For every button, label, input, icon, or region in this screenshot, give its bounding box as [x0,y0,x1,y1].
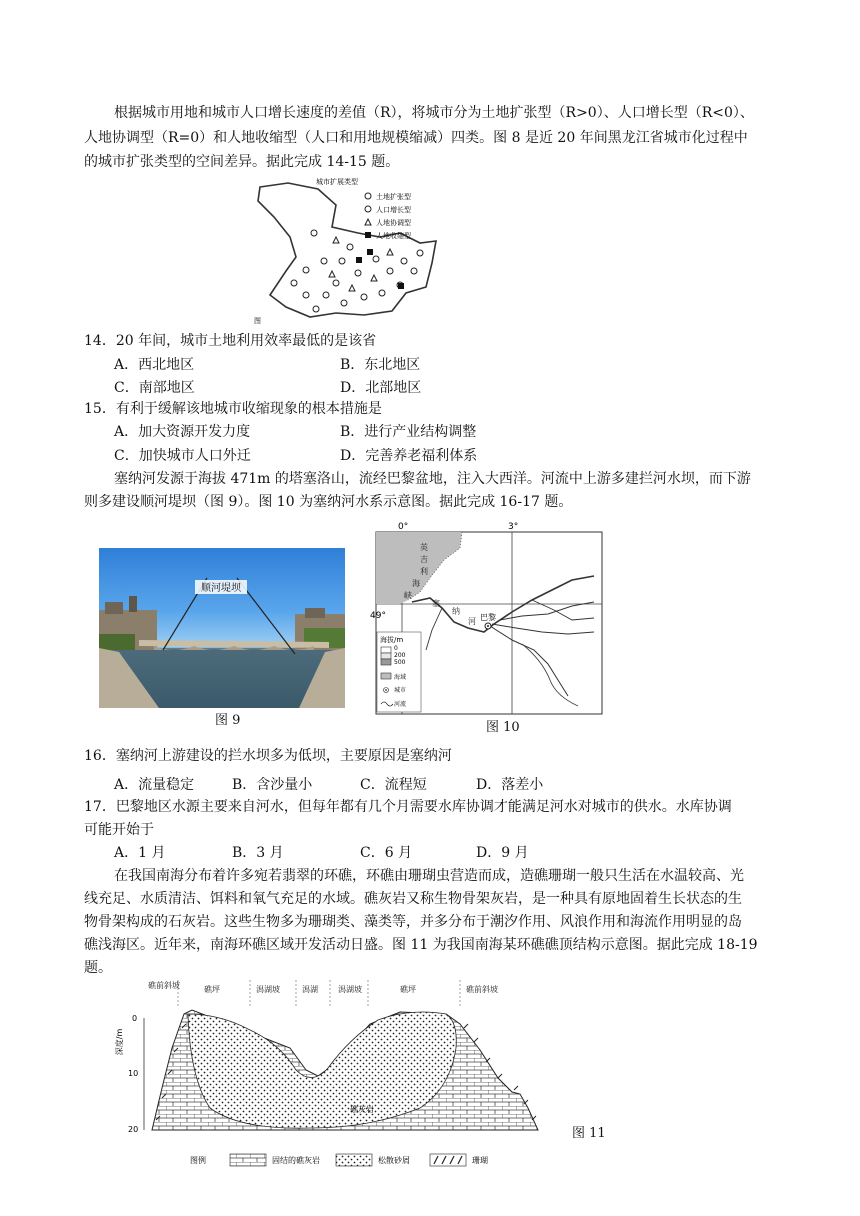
fig10-legend-item: 河流 [394,701,407,708]
q14-option-a: A．西北地区 [114,357,195,373]
fig10-city-paris: 巴黎 [480,613,496,622]
fig11-ylabel: 深度/m [115,1028,124,1056]
fig10-legend-val: 0 [394,645,398,652]
fig11-legend-title: 图例 [190,1156,206,1165]
fig10-legend-item: 海域 [394,674,407,681]
fig11-zone: 潟湖 [302,985,318,994]
fig11-zone: 礁前斜坡 [148,981,180,990]
fig11-ytick: 10 [128,1069,139,1078]
q14-option-b: B．东北地区 [340,357,421,373]
q17-option-a: A．1 月 [114,845,166,861]
fig8-caption: 图 [254,317,261,325]
fig10-legend-item: 城市 [394,687,407,694]
q17-option-b: B．3 月 [232,845,284,861]
fig10-river-char: 塞 [432,599,440,608]
intro2-line1: 塞纳河发源于海拔 471m 的塔塞洛山，流经巴黎盆地，注入大西洋。河流中上游多建拦河水坝，而下游 [114,471,751,487]
q15-option-c: C．加快城市人口外迁 [114,448,251,464]
q14-stem: 14．20 年间，城市土地利用效率最低的是该省 [84,333,377,349]
fig10-legend-val: 200 [394,652,406,659]
q16-option-b: B．含沙量小 [232,777,313,793]
fig10-lon0: 0° [398,522,409,532]
q17-option-c: C．6 月 [360,845,413,861]
fig11-ytick: 20 [128,1125,139,1134]
fig10-sea-char: 英 [420,543,428,552]
fig10-river-char: 纳 [452,607,460,616]
q14-option-c: C．南部地区 [114,380,195,396]
fig10-lat49: 49° [370,611,386,621]
intro3-line1: 在我国南海分布着许多宛若翡翠的环礁，环礁由珊瑚虫营造而成，造礁珊瑚一般只生活在水温较高、光 [114,868,744,884]
q14-option-d: D．北部地区 [340,380,422,396]
fig10-caption: 图 10 [486,720,520,735]
fig11-zone: 潟湖坡 [338,985,362,994]
fig11-legend-item: 固结的礁灰岩 [272,1156,320,1165]
intro3-line2: 线充足、水质清洁、饵料和氧气充足的水域。礁灰岩又称生物骨架灰岩，是一种具有原地固着生长状态的生 [84,891,742,907]
q17-option-d: D．9 月 [476,845,529,861]
fig10-sea-char: 吉 [420,555,428,564]
intro3-line3: 物骨架构成的石灰岩。这些生物多为珊瑚类、藻类等，并多分布于潮汐作用、风浪作用和海流作用明显的岛 [84,914,742,930]
fig11-caption: 图 11 [572,1126,606,1141]
fig8-legend-item: 人地收缩型 [376,232,411,240]
q16-option-d: D．落差小 [476,777,544,793]
fig10-river-char: 河 [468,617,476,626]
fig11-legend-item: 珊瑚 [472,1156,488,1165]
fig8-legend-item: 人口增长型 [376,206,411,214]
fig11-zone: 潟湖坡 [256,985,280,994]
intro1-line1: 根据城市用地和城市人口增长速度的差值（R），将城市分为土地扩张型（R>0）、人口增长型（R<0）、 [114,105,754,121]
fig10-legend-val: 500 [394,659,406,666]
figure-8-map [240,175,450,327]
q16-option-a: A．流量稳定 [114,777,195,793]
q15-option-d: D．完善养老福利体系 [340,448,478,464]
fig9-caption: 图 9 [215,713,241,728]
fig11-zone: 礁坪 [400,985,416,994]
q15-stem: 15．有利于缓解该地城市收缩现象的根本措施是 [84,401,382,417]
intro3-line4: 礁浅海区。近年来，南海环礁区域开发活动日盛。图 11 为我国南海某环礁礁顶结构示意图。据此完成 18-19 [84,937,758,953]
q15-option-b: B．进行产业结构调整 [340,424,477,440]
fig11-zone: 礁坪 [204,985,220,994]
fig10-lon3: 3° [508,522,519,532]
fig11-ytick: 0 [132,1014,138,1023]
fig8-legend-item: 土地扩张型 [376,193,411,201]
intro1-line3: 的城市扩张类型的空间差异。据此完成 14-15 题。 [84,154,400,170]
intro2-line2: 则多建设顺河堤坝（图 9）。图 10 为塞纳河水系示意图。据此完成 16-17 题。 [84,494,573,510]
fig9-label: 顺河堤坝 [201,583,241,594]
fig10-legend-title: 海拔/m [380,636,404,644]
fig10-sea-char: 利 [420,567,428,576]
intro1-line2: 人地协调型（R=0）和人地收缩型（人口和用地规模缩减）四类。图 8 是近 20 年间黑龙江省城市化过程中 [84,130,748,146]
figure-9-photo [99,548,345,708]
q15-option-a: A．加大资源开发力度 [114,424,251,440]
q17-line1: 17．巴黎地区水源主要来自河水，但每年都有几个月需要水库协调才能满足河水对城市的供水。水库协调 [84,799,732,815]
fig11-zone: 礁前斜坡 [466,985,498,994]
q16-option-c: C．流程短 [360,777,427,793]
fig8-legend-item: 人地协调型 [376,219,411,227]
fig10-sea-char: 峡 [404,591,412,600]
fig8-legend-title: 城市扩展类型 [316,178,358,186]
figure-10-map [372,520,606,716]
fig11-inner-label: 礁灰岩 [350,1105,374,1114]
fig10-sea-char: 海 [412,579,420,588]
intro3-line5: 题。 [84,960,112,976]
fig11-legend-item: 松散砂屑 [378,1156,410,1165]
figure-11-diagram [110,978,550,1174]
q17-line2: 可能开始于 [84,822,154,838]
q16-stem: 16．塞纳河上游建设的拦水坝多为低坝，主要原因是塞纳河 [84,748,452,764]
